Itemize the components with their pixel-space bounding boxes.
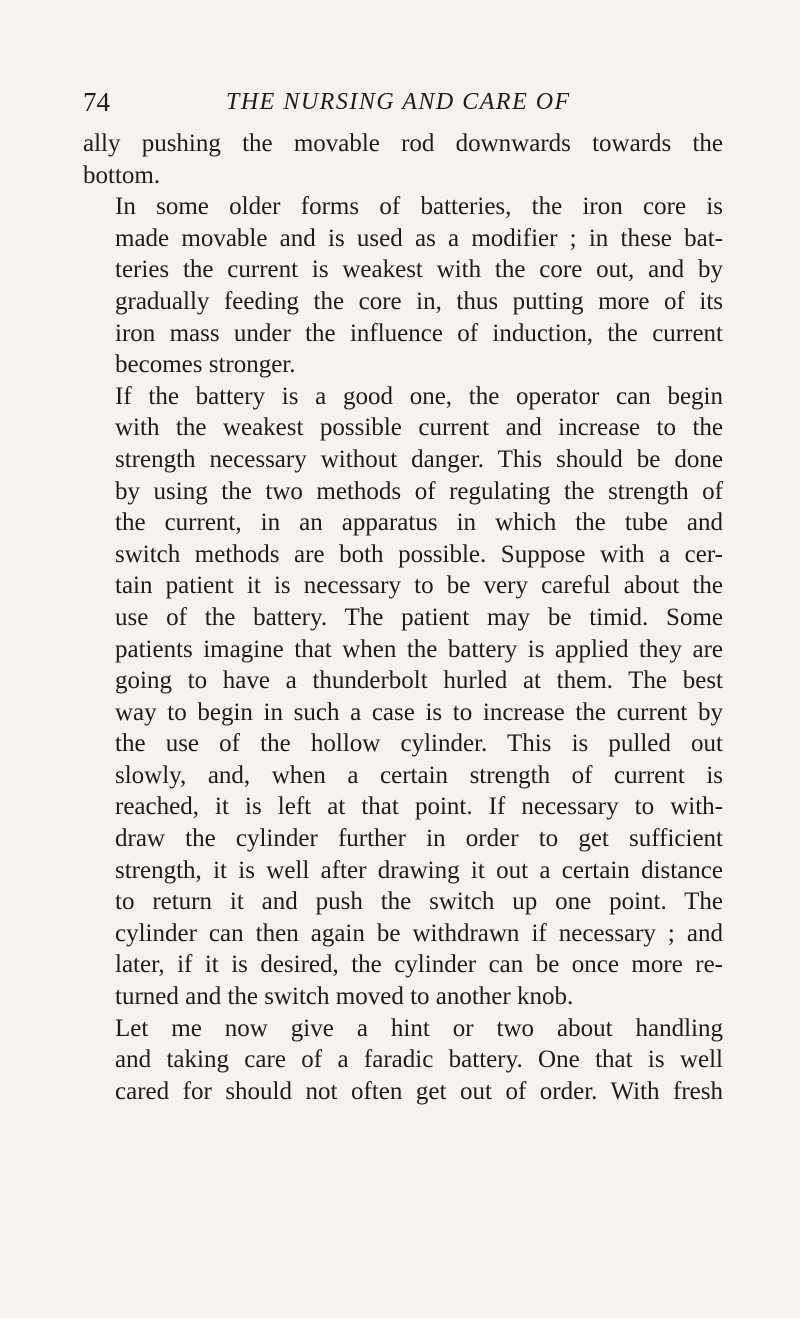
text-line: strength, it is well after drawing it out a certain distance — [115, 856, 723, 884]
text-line: by using the two methods of regulating the strength of — [115, 477, 723, 505]
text-line: becomes stronger. — [115, 351, 296, 379]
text-line: cared for should not often get out of order. With fresh — [115, 1077, 723, 1105]
text-line: tain patient it is necessary to be very careful about the — [115, 572, 723, 600]
text-line: iron mass under the influence of induction, the current — [115, 319, 723, 347]
text-line: In some older forms of batteries, the iron core is — [115, 193, 723, 221]
body-text — [83, 128, 723, 1107]
text-line: to return it and push the switch up one point. The — [115, 888, 723, 916]
text-line: with the weakest possible current and increase to the — [115, 414, 723, 442]
text-line: made movable and is used as a modifier ; in these bat- — [115, 224, 723, 252]
text-line: cylinder can then again be withdrawn if necessary ; and — [115, 919, 723, 947]
running-head: THE NURSING AND CARE OF — [226, 89, 571, 115]
text-line: If the battery is a good one, the operator can begin — [115, 382, 723, 410]
paragraph — [83, 128, 723, 191]
text-line: the current, in an apparatus in which the tube and — [115, 509, 723, 537]
text-line: later, if it is desired, the cylinder can be once more re- — [115, 951, 723, 979]
text-line: gradually feeding the core in, thus putting more of its — [115, 287, 723, 315]
text-line: teries the current is weakest with the core out, and by — [115, 256, 723, 284]
text-line: ally pushing the movable rod downwards towards the — [83, 130, 723, 157]
text-line: strength necessary without danger. This should be done — [115, 445, 723, 473]
paragraph — [83, 191, 723, 381]
paragraph — [83, 381, 723, 1013]
text-line: the use of the hollow cylinder. This is pulled out — [115, 730, 723, 758]
paragraph — [83, 1013, 723, 1108]
page-header — [83, 84, 723, 120]
text-line: patients imagine that when the battery is applied they are — [115, 635, 723, 663]
text-line: bottom. — [83, 161, 161, 189]
text-line: slowly, and, when a certain strength of current is — [115, 761, 723, 789]
text-line: going to have a thunderbolt hurled at them. The best — [115, 667, 723, 695]
text-line: turned and the switch moved to another knob. — [115, 983, 574, 1011]
text-line: reached, it is left at that point. If necessary to with- — [115, 793, 723, 821]
text-line: Let me now give a hint or two about handling — [115, 1014, 723, 1042]
text-line: way to begin in such a case is to increase the current by — [115, 698, 723, 726]
text-line: switch methods are both possible. Suppose with a cer- — [115, 540, 723, 568]
page-number: 74 — [83, 87, 110, 117]
text-line: and taking care of a faradic battery. One that is well — [115, 1046, 723, 1074]
text-line: use of the battery. The patient may be timid. Some — [115, 603, 723, 631]
text-line: draw the cylinder further in order to get sufficient — [115, 825, 723, 853]
